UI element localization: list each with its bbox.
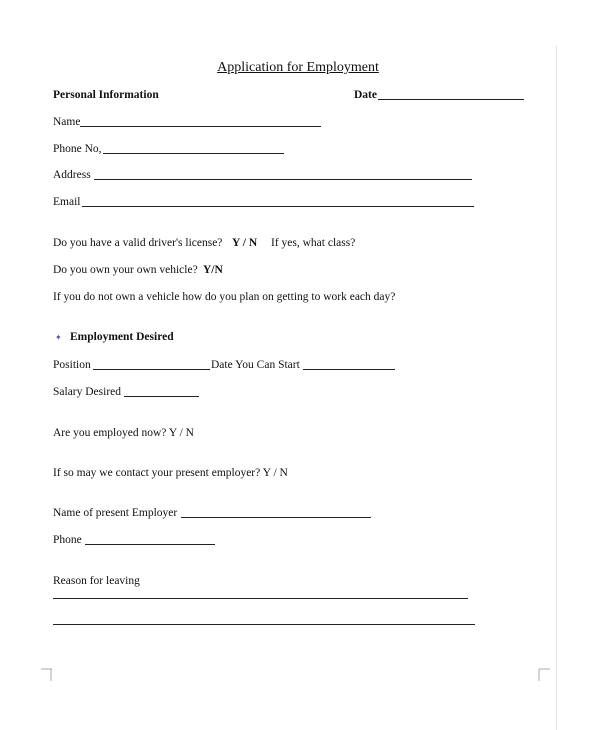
bullet-icon: ✦ (55, 333, 62, 342)
date-label: Date (354, 89, 377, 101)
position-field[interactable] (93, 369, 210, 370)
name-field[interactable] (80, 126, 321, 127)
address-label: Address (53, 169, 91, 181)
reason-field-line-1[interactable] (53, 598, 468, 599)
license-yn: Y / N (232, 237, 258, 249)
document-title: Application for Employment (217, 60, 379, 75)
page-edge (556, 46, 557, 730)
present-employer-field[interactable] (181, 517, 371, 518)
email-label: Email (53, 196, 81, 208)
name-label: Name (53, 116, 81, 128)
corner-mark-right (538, 668, 552, 682)
position-label: Position (53, 359, 91, 371)
personal-info-heading: Personal Information (53, 89, 159, 101)
employer-phone-field[interactable] (85, 544, 215, 545)
phone-field[interactable] (103, 153, 284, 154)
phone-label: Phone No, (53, 143, 102, 155)
present-employer-label: Name of present Employer (53, 507, 178, 519)
start-date-label: Date You Can Start (211, 359, 300, 371)
employment-heading: Employment Desired (70, 331, 174, 343)
reason-field-line-2[interactable] (53, 624, 475, 625)
date-field[interactable] (378, 99, 524, 100)
corner-mark-left (40, 668, 54, 682)
employed-question: Are you employed now? Y / N (53, 427, 194, 439)
license-question: Do you have a valid driver's license? (53, 237, 223, 249)
salary-field[interactable] (124, 396, 199, 397)
contact-question: If so may we contact your present employer? Y / N (53, 467, 288, 479)
employer-phone-label: Phone (53, 534, 82, 546)
license-class-question: If yes, what class? (271, 237, 356, 249)
start-date-field[interactable] (303, 369, 395, 370)
reason-label: Reason for leaving (53, 575, 140, 587)
address-field[interactable] (94, 179, 472, 180)
vehicle-question: Do you own your own vehicle? (53, 264, 198, 276)
vehicle-yn: Y/N (203, 264, 223, 276)
email-field[interactable] (82, 206, 474, 207)
salary-label: Salary Desired (53, 386, 122, 398)
no-vehicle-question: If you do not own a vehicle how do you plan on getting to work each day? (53, 291, 396, 303)
